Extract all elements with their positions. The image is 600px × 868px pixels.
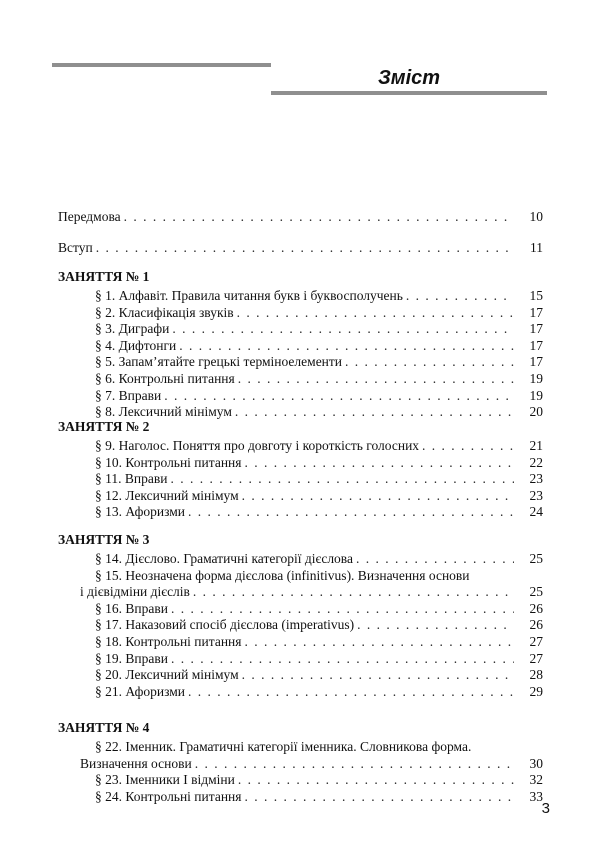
dot-leader (172, 320, 514, 337)
toc-entry-page: 26 (529, 617, 543, 632)
dot-leader (171, 600, 514, 617)
toc-entry-page: 26 (529, 601, 543, 616)
toc-entry[interactable] (58, 239, 543, 256)
toc-entry-page: 23 (529, 471, 543, 486)
dot-leader (124, 208, 514, 225)
toc-entry-page: 29 (529, 684, 543, 699)
toc-entry[interactable] (95, 353, 543, 370)
toc-entry[interactable] (95, 437, 543, 454)
toc-entry[interactable] (95, 454, 543, 471)
toc-entry[interactable] (95, 503, 543, 520)
toc-entry-label: § 1. Алфавіт. Правила читання букв і буквосполучень (95, 288, 403, 303)
dot-leader (170, 470, 514, 487)
dot-leader (179, 337, 514, 354)
toc-entry[interactable] (95, 403, 543, 420)
dot-leader (195, 755, 514, 772)
dot-leader (171, 650, 514, 667)
toc-entry-label: § 17. Наказовий спосіб дієслова (imperativus) (95, 617, 355, 632)
page-title: Зміст (377, 67, 441, 89)
toc-entry[interactable] (95, 320, 543, 337)
dot-leader (357, 616, 514, 633)
lesson-heading: ЗАНЯТТЯ № 4 (58, 720, 150, 735)
toc-entry-label: Визначення основи (80, 756, 192, 771)
title-rule-top (52, 63, 271, 67)
toc-entry-label: § 8. Лексичний мінімум (95, 404, 232, 419)
dot-leader (164, 387, 514, 404)
page-number: 3 (541, 800, 550, 817)
toc-entry-label: § 3. Диграфи (95, 321, 170, 336)
toc-entry-label: § 2. Класифікація звуків (95, 305, 234, 320)
toc-entry-page: 25 (529, 551, 543, 566)
dot-leader (345, 353, 514, 370)
toc-entry[interactable] (95, 666, 543, 683)
dot-leader (242, 666, 514, 683)
toc-entry[interactable] (58, 208, 543, 225)
toc-entry-line: § 22. Іменник. Граматичні категорії іменника. Словникова форма. (95, 739, 472, 754)
toc-entry-page: 28 (529, 667, 543, 682)
toc-entry[interactable] (95, 771, 543, 788)
toc-entry[interactable] (95, 370, 543, 387)
dot-leader (193, 583, 514, 600)
toc-entry-page: 32 (529, 772, 543, 787)
dot-leader (422, 437, 514, 454)
toc-entry-page: 30 (529, 756, 543, 771)
toc-entry-page: 22 (529, 455, 543, 470)
toc-entry-page: 15 (529, 288, 543, 303)
toc-entry[interactable] (95, 788, 543, 805)
toc-entry[interactable] (95, 304, 543, 321)
toc-entry[interactable] (95, 683, 543, 700)
toc-entry-label: § 11. Вправи (95, 471, 168, 486)
dot-leader (238, 370, 514, 387)
toc-entry-page: 23 (529, 488, 543, 503)
toc-entry-page: 20 (529, 404, 543, 419)
dot-leader (242, 487, 514, 504)
toc-entry-label: § 21. Афоризми (95, 684, 185, 699)
dot-leader (238, 771, 514, 788)
toc-entry-page: 19 (529, 388, 543, 403)
toc-entry-label: § 7. Вправи (95, 388, 162, 403)
dot-leader (96, 239, 514, 256)
toc-entry-page: 25 (529, 584, 543, 599)
dot-leader (356, 550, 514, 567)
dot-leader (244, 633, 514, 650)
toc-entry-page: 24 (529, 504, 543, 519)
lesson-heading: ЗАНЯТТЯ № 3 (58, 532, 150, 547)
toc-entry-label: § 4. Дифтонги (95, 338, 177, 353)
toc-entry-page: 17 (529, 338, 543, 353)
toc-entry-label: § 16. Вправи (95, 601, 168, 616)
toc-entry-page: 10 (529, 209, 543, 224)
toc-entry-page: 27 (529, 634, 543, 649)
toc-entry-page: 17 (529, 321, 543, 336)
toc-entry-page: 17 (529, 305, 543, 320)
toc-entry-line: § 15. Неозначена форма дієслова (infinitivus). Визначення основи (95, 568, 470, 583)
toc-entry-label: § 24. Контрольні питання (95, 789, 242, 804)
toc-entry[interactable] (80, 755, 543, 772)
toc-entry-label: § 13. Афоризми (95, 504, 185, 519)
toc-entry-label: § 20. Лексичний мінімум (95, 667, 239, 682)
toc-entry-label: і дієвідміни дієслів (80, 584, 190, 599)
toc-entry[interactable] (95, 337, 543, 354)
lesson-heading: ЗАНЯТТЯ № 2 (58, 419, 150, 434)
toc-entry[interactable] (80, 583, 543, 600)
toc-entry[interactable] (95, 487, 543, 504)
toc-entry-page: 11 (530, 240, 543, 255)
toc-entry-label: § 6. Контрольні питання (95, 371, 235, 386)
toc-entry[interactable] (95, 650, 543, 667)
toc-entry-page: 27 (529, 651, 543, 666)
toc-entry-label: § 23. Іменники I відміни (95, 772, 235, 787)
toc-entry-label: § 12. Лексичний мінімум (95, 488, 239, 503)
toc-entry-label: Передмова (58, 209, 121, 224)
toc-entry[interactable] (95, 550, 543, 567)
dot-leader (188, 683, 514, 700)
toc-entry-page: 17 (529, 354, 543, 369)
toc-entry[interactable] (95, 633, 543, 650)
dot-leader (406, 287, 514, 304)
toc-entry[interactable] (95, 616, 543, 633)
toc-entry-label: § 18. Контрольні питання (95, 634, 242, 649)
dot-leader (235, 403, 514, 420)
lesson-heading: ЗАНЯТТЯ № 1 (58, 269, 150, 284)
dot-leader (237, 304, 514, 321)
dot-leader (244, 454, 514, 471)
toc-entry-label: § 19. Вправи (95, 651, 168, 666)
toc-entry[interactable] (95, 600, 543, 617)
toc-entry-label: Вступ (58, 240, 93, 255)
dot-leader (244, 788, 514, 805)
title-rule-bottom (271, 91, 547, 95)
dot-leader (188, 503, 514, 520)
toc-entry[interactable] (95, 287, 543, 304)
toc-entry-page: 19 (529, 371, 543, 386)
toc-entry-label: § 14. Дієслово. Граматичні категорії дієслова (95, 551, 353, 566)
toc-entry-label: § 5. Запам’ятайте грецькі терміноелементи (95, 354, 343, 369)
toc-entry[interactable] (95, 470, 543, 487)
toc-entry-page: 33 (529, 789, 543, 804)
toc-entry[interactable] (95, 387, 543, 404)
toc-entry-label: § 9. Наголос. Поняття про довготу і короткість голосних (95, 438, 420, 453)
toc-entry-page: 21 (529, 438, 543, 453)
toc-entry-label: § 10. Контрольні питання (95, 455, 242, 470)
